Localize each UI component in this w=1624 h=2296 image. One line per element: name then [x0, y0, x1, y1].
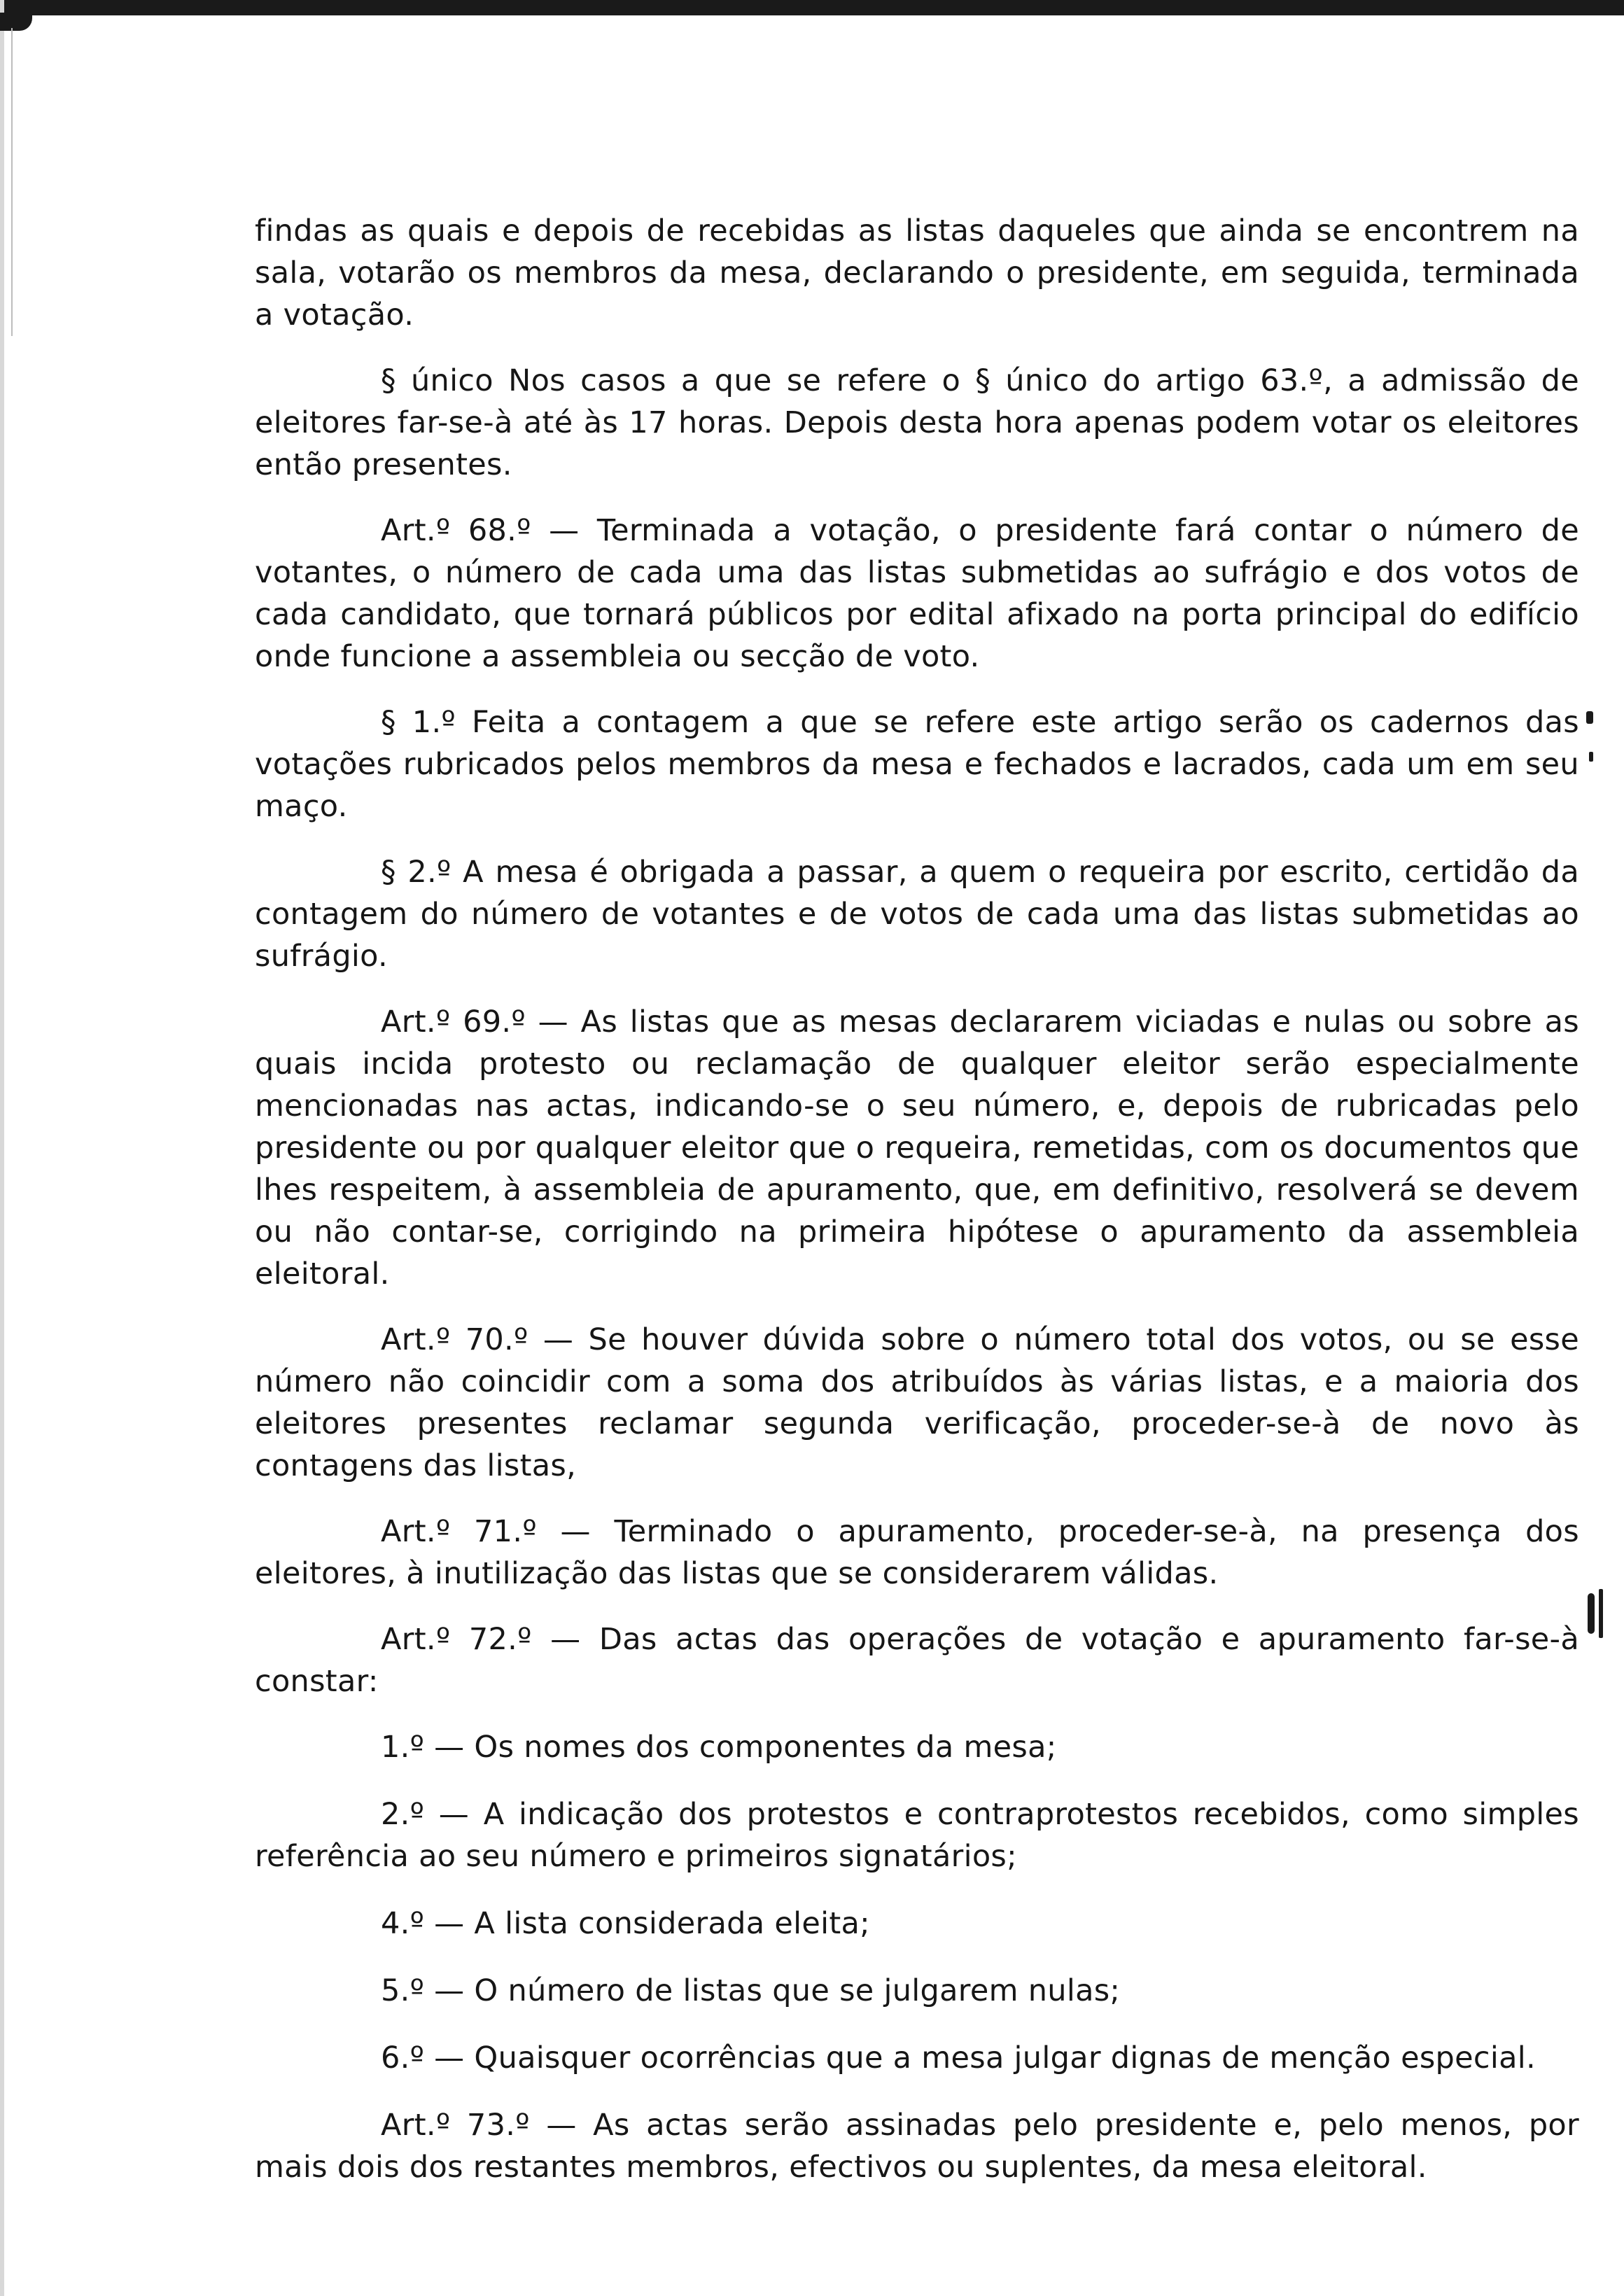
- scan-left-border: [0, 0, 4, 2296]
- paragraph-art-68: Art.º 68.º — Terminada a votação, o presidente fará contar o número de votantes, o número de cada uma das listas submetidas ao sufrágio e dos votos de cada candidato, que tornará públicos por edital afixado na porta principal do edifício onde funcione a assembleia ou secção de voto.: [255, 513, 1579, 674]
- paragraph-art-71: Art.º 71.º — Terminado o apuramento, proceder-se-à, na presença dos eleitores, à inutilização das listas que se considerarem válidas.: [255, 1514, 1579, 1591]
- paragraph-art-70: Art.º 70.º — Se houver dúvida sobre o número total dos votos, ou se esse número não coincidir com a soma dos atribuídos às várias listas, e a maioria dos eleitores presentes reclamar segunda verificação, proceder-se-à de novo às contagens das listas,: [255, 1322, 1579, 1483]
- scan-corner-mark: [0, 13, 32, 31]
- margin-mark-4: [1599, 1589, 1603, 1638]
- list-item-2: 2.º — A indicação dos protestos e contraprotestos recebidos, como simples referência ao seu número e primeiros signatários;: [255, 1797, 1579, 1874]
- margin-mark-3: [1588, 1593, 1595, 1634]
- paragraph-art-69: Art.º 69.º — As listas que as mesas declararem viciadas e nulas ou sobre as quais incida protesto ou reclamação de qualquer eleitor serão especialmente mencionadas nas actas, indicando-se o seu número, e, depois de rubricadas pelo presidente ou por qualquer eleitor que o requeira, remetidas, com os documentos que lhes respeitem, à assembleia de apuramento, que, em definitivo, resolverá se devem ou não contar-se, corrigindo na primeira hipótese o apuramento da assembleia eleitoral.: [255, 1004, 1579, 1292]
- scan-edge-line: [11, 28, 13, 336]
- scan-top-border: [0, 0, 1624, 15]
- list-item-4: 4.º — A lista considerada eleita;: [381, 1906, 870, 1941]
- list-item-5: 5.º — O número de listas que se julgarem nulas;: [381, 1973, 1121, 2008]
- paragraph-art-68-p2: § 2.º A mesa é obrigada a passar, a quem o requeira por escrito, certidão da contagem do número de votantes e de votos de cada uma das listas submetidas ao sufrágio.: [255, 855, 1579, 974]
- paragraph-art-73: Art.º 73.º — As actas serão assinadas pelo presidente e, pelo menos, por mais dois dos restantes membros, efectivos ou suplentes, da mesa eleitoral.: [255, 2108, 1579, 2185]
- list-item-6: 6.º — Quaisquer ocorrências que a mesa julgar dignas de menção especial.: [381, 2040, 1536, 2076]
- paragraph-art-68-p1: § 1.º Feita a contagem a que se refere este artigo serão os cadernos das votações rubricados pelos membros da mesa e fechados e lacrados, cada um em seu maço.: [255, 705, 1579, 824]
- document-body: [255, 210, 1579, 2212]
- margin-mark-1: [1586, 711, 1593, 724]
- margin-mark-2: [1589, 752, 1593, 762]
- paragraph-paragrafo-unico: § único Nos casos a que se refere o § único do artigo 63.º, a admissão de eleitores far-se-à até às 17 horas. Depois desta hora apenas podem votar os eleitores então presentes.: [255, 363, 1579, 482]
- list-item-1: 1.º — Os nomes dos componentes da mesa;: [381, 1730, 1057, 1765]
- paragraph-art-72: Art.º 72.º — Das actas das operações de votação e apuramento far-se-à constar:: [255, 1622, 1579, 1699]
- paragraph-continuation: findas as quais e depois de recebidas as listas daqueles que ainda se encontrem na sala, votarão os membros da mesa, declarando o presidente, em seguida, terminada a votação.: [255, 214, 1579, 332]
